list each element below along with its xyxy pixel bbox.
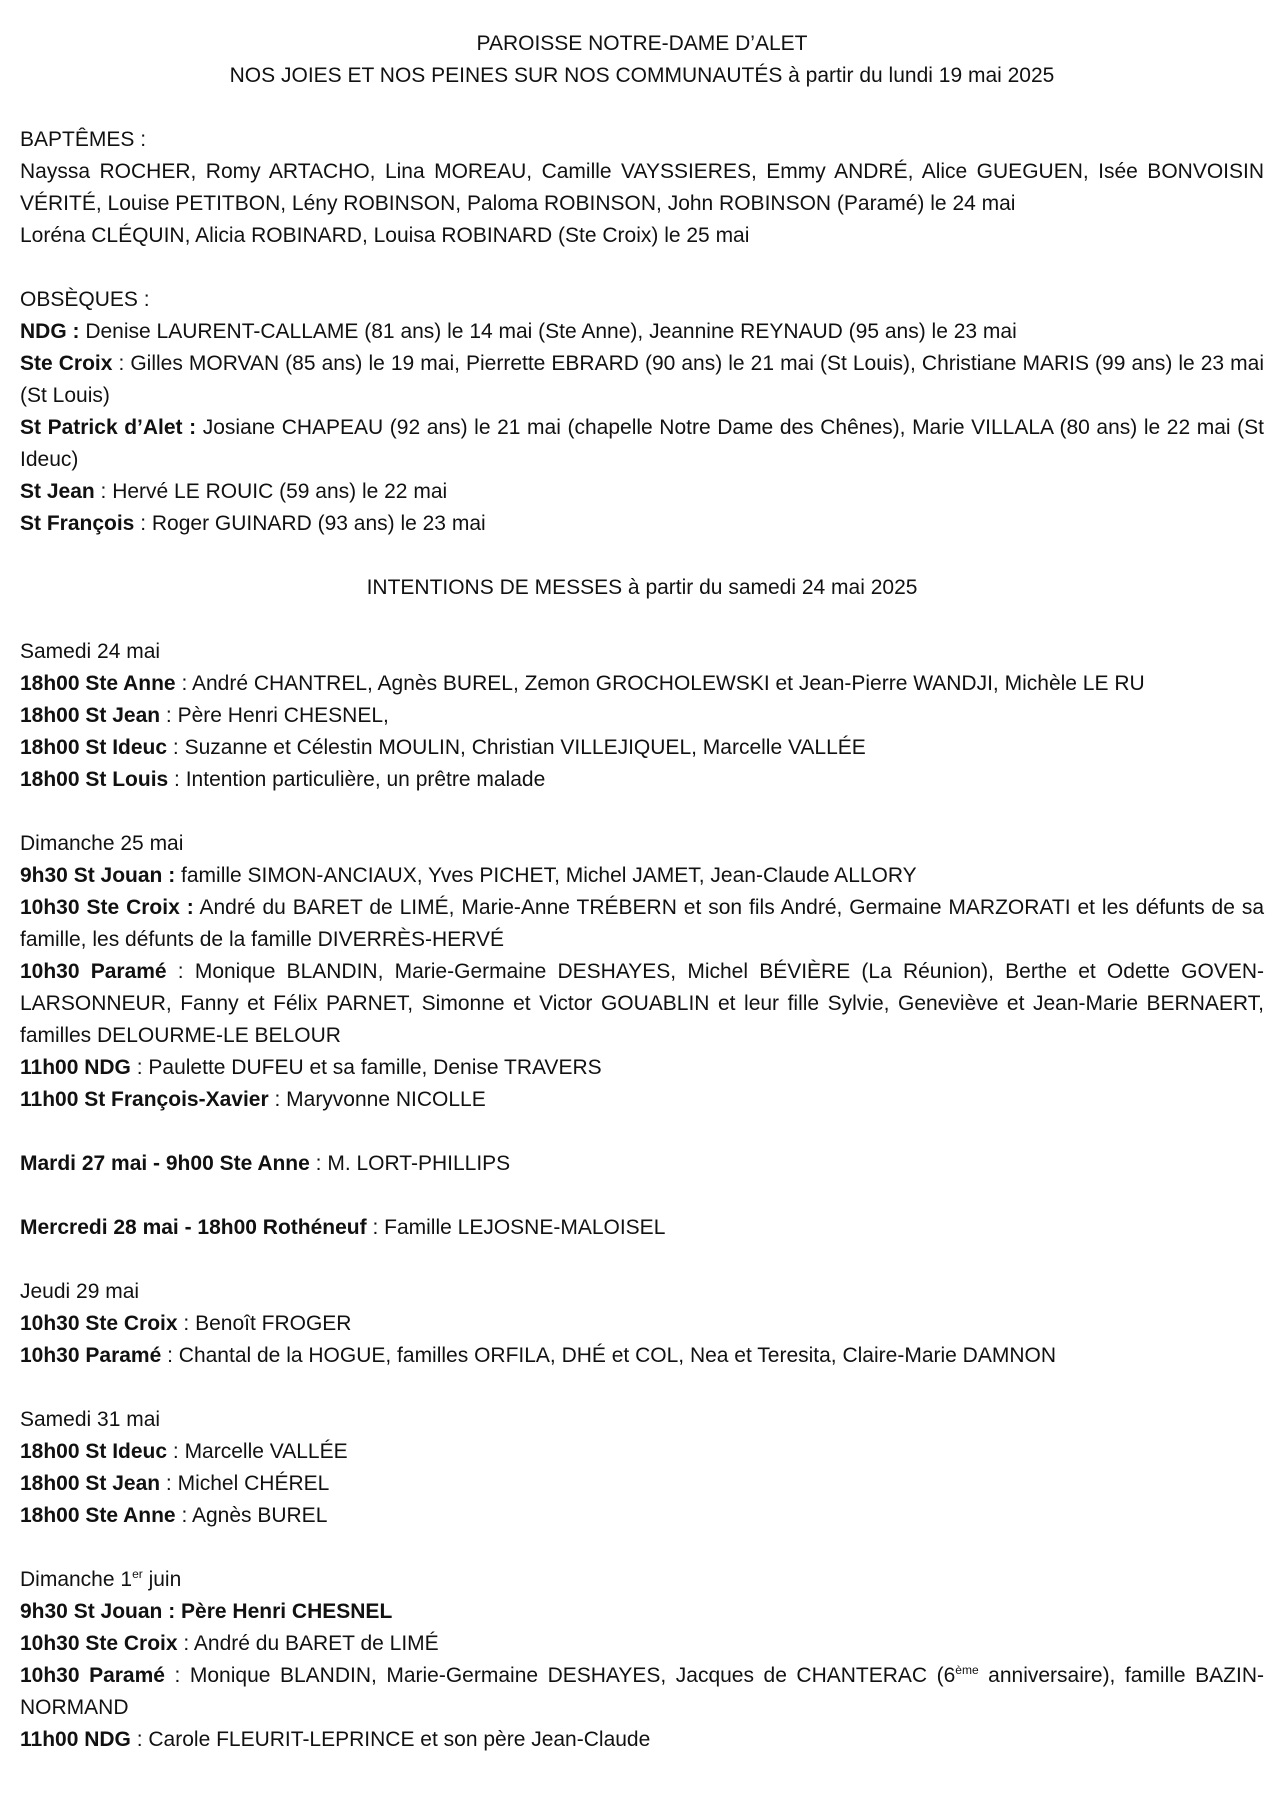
mass-place: Mardi 27 mai - 9h00 Ste Anne (20, 1152, 310, 1175)
obseques-entry (20, 476, 1264, 508)
mass-place: 11h00 NDG (20, 1728, 131, 1751)
mass-text: : Agnès BUREL (175, 1504, 328, 1527)
mass-entry (20, 1500, 1264, 1532)
mass-entry (20, 1628, 1264, 1660)
obseques-entry (20, 508, 1264, 540)
mass-text: : Benoît FROGER (177, 1312, 352, 1335)
mass-entry (20, 700, 1264, 732)
day-title: Samedi 24 mai (20, 640, 161, 663)
mass-text: : Intention particulière, un prêtre malade (168, 768, 546, 791)
mass-text: : Michel CHÉREL (160, 1472, 330, 1495)
obseques-place: Ste Croix (20, 352, 113, 375)
baptismes-paragraph-2: Loréna CLÉQUIN, Alicia ROBINARD, Louisa ROBINARD (Ste Croix) le 25 mai (20, 224, 750, 247)
mass-text: : Suzanne et Célestin MOULIN, Christian VILLEJIQUEL, Marcelle VALLÉE (167, 736, 866, 759)
mass-place: 10h30 Paramé (20, 960, 167, 983)
mass-place: 18h00 St Louis (20, 768, 169, 791)
mass-place: 10h30 Ste Croix : (20, 896, 194, 919)
mass-text: : Chantal de la HOGUE, familles ORFILA, DHÉ et COL, Nea et Teresita, Claire-Marie DAMNON (161, 1344, 1056, 1367)
mass-text: famille SIMON-ANCIAUX, Yves PICHET, Michel JAMET, Jean-Claude ALLORY (175, 864, 917, 887)
obseques-place: NDG : (20, 320, 80, 343)
mass-entry (20, 668, 1264, 700)
mass-place: 10h30 Paramé (20, 1344, 162, 1367)
mass-entry (20, 1660, 1264, 1724)
mass-text-continued: anniversaire), famille BAZIN-NORMAND (20, 1664, 1264, 1719)
mass-place: 18h00 St Ideuc (20, 1440, 168, 1463)
mass-entry (20, 1596, 1264, 1628)
day-title: Dimanche 25 mai (20, 832, 184, 855)
day-title: Samedi 31 mai (20, 1408, 161, 1431)
obseques-place: St Patrick d’Alet : (20, 416, 197, 439)
mass-place: 9h30 St Jouan : Père Henri CHESNEL (20, 1600, 393, 1623)
mass-text: : Carole FLEURIT-LEPRINCE et son père Jean-Claude (130, 1728, 651, 1751)
joys-sorrows-heading: NOS JOIES ET NOS PEINES SUR NOS COMMUNAUTÉS à partir du lundi 19 mai 2025 (229, 64, 1055, 87)
baptismes-paragraph-1: Nayssa ROCHER, Romy ARTACHO, Lina MOREAU, Camille VAYSSIERES, Emmy ANDRÉ, Alice GUEGUEN, Isée BONVOISIN VÉRITÉ, Louise PETITBON, Lény ROBINSON, Paloma ROBINSON, John ROBINSON (Paramé) le 24 mai (20, 160, 1264, 215)
mass-entry (20, 1084, 1264, 1116)
mass-text: : André du BARET de LIMÉ (177, 1632, 439, 1655)
mass-place: 11h00 St François-Xavier (20, 1088, 269, 1111)
mass-entry (20, 1212, 1264, 1244)
mass-place: Mercredi 28 mai - 18h00 Rothéneuf (20, 1216, 367, 1239)
obseques-entry (20, 348, 1264, 412)
mass-entry (20, 732, 1264, 764)
mass-place: 11h00 NDG (20, 1056, 131, 1079)
mass-text: : Père Henri CHESNEL, (160, 704, 389, 727)
obseques-title: OBSÈQUES : (20, 288, 150, 311)
mass-place: 18h00 St Jean (20, 1472, 161, 1495)
mass-entry (20, 1308, 1264, 1340)
mass-text: : André CHANTREL, Agnès BUREL, Zemon GROCHOLEWSKI et Jean-Pierre WANDJI, Michèle LE RU (175, 672, 1145, 695)
intentions-heading: INTENTIONS DE MESSES à partir du samedi 24 mai 2025 (366, 576, 918, 599)
mass-entry (20, 1724, 1264, 1756)
obseques-entry (20, 412, 1264, 476)
mass-text: : M. LORT-PHILLIPS (309, 1152, 511, 1175)
mass-place: 9h30 St Jouan : (20, 864, 176, 887)
mass-text: : Monique BLANDIN, Marie-Germaine DESHAYES, Michel BÉVIÈRE (La Réunion), Berthe et Odette GOVEN-LARSONNEUR, Fanny et Félix PARNET, Simonne et Victor GOUABLIN et leur fille Sylvie, Geneviève et Jean-Marie BERNAERT, familles DELOURME-LE BELOUR (20, 960, 1264, 1047)
mass-place: 10h30 Paramé (20, 1664, 165, 1687)
mass-place: 18h00 Ste Anne (20, 672, 176, 695)
mass-entry (20, 1148, 1264, 1180)
mass-place: 18h00 St Ideuc (20, 736, 168, 759)
ordinal-suffix: er (132, 1567, 143, 1581)
ordinal-suffix: ème (955, 1663, 979, 1677)
mass-entry (20, 1052, 1264, 1084)
mass-entry (20, 956, 1264, 1052)
document-page (20, 28, 1264, 1756)
mass-text: André du BARET de LIMÉ, Marie-Anne TRÉBERN et son fils André, Germaine MARZORATI et les défunts de sa famille, les défunts de la famille DIVERRÈS-HERVÉ (20, 896, 1265, 951)
mass-entry (20, 892, 1264, 956)
day-title (20, 1564, 1264, 1596)
mass-place: 10h30 Ste Croix (20, 1312, 178, 1335)
obseques-entry (20, 316, 1264, 348)
obseques-text: : Roger GUINARD (93 ans) le 23 mai (134, 512, 486, 535)
mass-text: : Maryvonne NICOLLE (268, 1088, 486, 1111)
mass-place: 10h30 Ste Croix (20, 1632, 178, 1655)
obseques-text: : Hervé LE ROUIC (59 ans) le 22 mai (94, 480, 448, 503)
mass-entry (20, 1436, 1264, 1468)
mass-text: : Paulette DUFEU et sa famille, Denise TRAVERS (130, 1056, 602, 1079)
mass-entry (20, 764, 1264, 796)
obseques-text: Denise LAURENT-CALLAME (81 ans) le 14 mai (Ste Anne), Jeannine REYNAUD (95 ans) le 23 mai (79, 320, 1017, 343)
obseques-text: : Gilles MORVAN (85 ans) le 19 mai, Pierrette EBRARD (90 ans) le 21 mai (St Louis), Christiane MARIS (99 ans) le 23 mai (St Louis) (20, 352, 1264, 407)
mass-entry (20, 860, 1264, 892)
day-title-month: juin (142, 1568, 182, 1591)
parish-title: PAROISSE NOTRE-DAME D’ALET (476, 32, 808, 55)
obseques-place: St Jean (20, 480, 95, 503)
baptismes-title: BAPTÊMES : (20, 128, 147, 151)
mass-text: : Monique BLANDIN, Marie-Germaine DESHAYES, Jacques de CHANTERAC (6 (164, 1664, 956, 1687)
mass-place: 18h00 St Jean (20, 704, 161, 727)
mass-entry (20, 1340, 1264, 1372)
mass-entry (20, 1468, 1264, 1500)
obseques-text: Josiane CHAPEAU (92 ans) le 21 mai (chapelle Notre Dame des Chênes), Marie VILLALA (80 ans) le 22 mai (St Ideuc) (20, 416, 1264, 471)
mass-place: 18h00 Ste Anne (20, 1504, 176, 1527)
day-title-text: Dimanche 1 (20, 1568, 133, 1591)
mass-text: : Famille LEJOSNE-MALOISEL (366, 1216, 666, 1239)
mass-text: : Marcelle VALLÉE (167, 1440, 348, 1463)
obseques-place: St François (20, 512, 135, 535)
day-title: Jeudi 29 mai (20, 1280, 140, 1303)
